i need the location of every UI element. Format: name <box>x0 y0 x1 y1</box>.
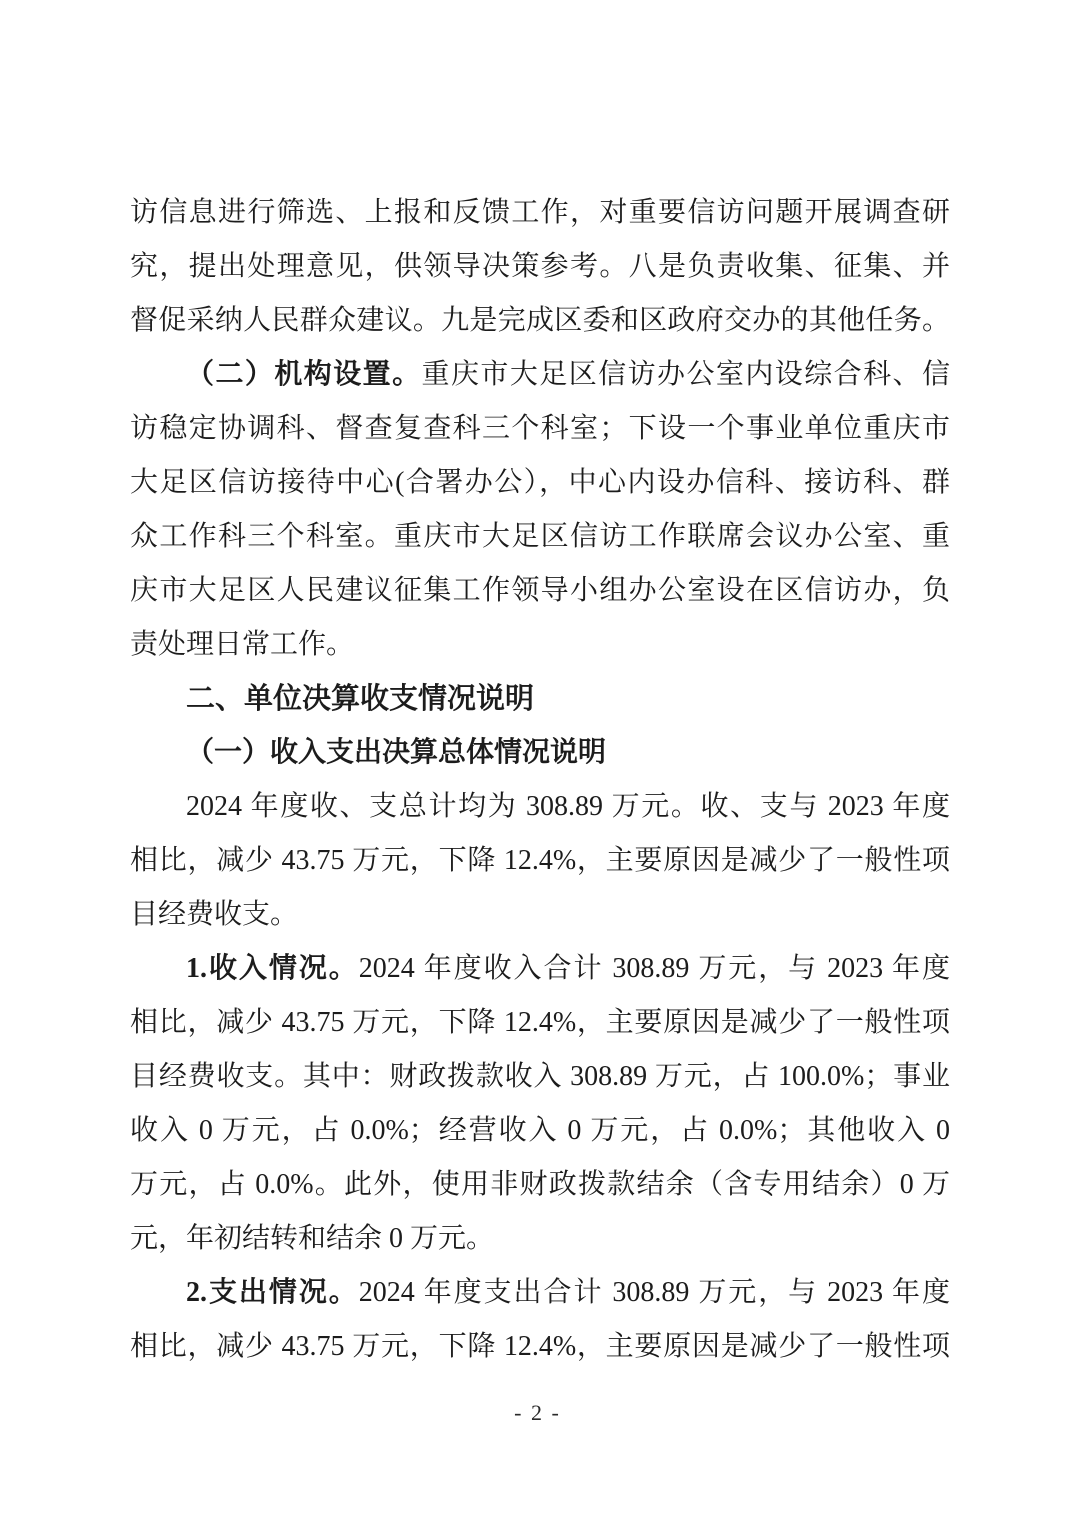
text-line <box>130 942 950 996</box>
text-line: 访信息进行筛选、上报和反馈工作，对重要信访问题开展调查研 <box>130 197 950 228</box>
text-line: 大足区信访接待中心(合署办公），中心内设办信科、接访科、群 <box>130 467 950 498</box>
section-heading: 二、单位决算收支情况说明 <box>186 683 535 715</box>
text-line: 万元，占 0.0%。此外，使用非财政拨款结余（含专用结余）0 万 <box>130 1169 950 1200</box>
page-number: - 2 - <box>514 1400 561 1425</box>
text-line <box>130 1266 950 1320</box>
text-line: 究，提出处理意见，供领导决策参考。八是负责收集、征集、并 <box>130 251 950 282</box>
text-line: 收入 0 万元，占 0.0%；经营收入 0 万元，占 0.0%；其他收入 0 <box>130 1115 950 1146</box>
text-line <box>130 348 950 402</box>
text-run: 重庆市大足区信访办公室内设综合科、信 <box>421 359 950 390</box>
text-line: 相比，减少 43.75 万元，下降 12.4%，主要原因是减少了一般性项 <box>130 1007 950 1038</box>
text-line: 目经费收支。其中：财政拨款收入 308.89 万元，占 100.0%；事业 <box>130 1061 950 1092</box>
text-line: 2024 年度收、支总计均为 308.89 万元。收、支与 2023 年度 <box>186 791 950 822</box>
bold-lead: （二）机构设置。 <box>186 359 422 390</box>
text-line: 督促采纳人民群众建议。九是完成区委和区政府交办的其他任务。 <box>130 305 950 336</box>
text-line: 相比，减少 43.75 万元，下降 12.4%，主要原因是减少了一般性项 <box>130 845 950 876</box>
text-line: 相比，减少 43.75 万元，下降 12.4%，主要原因是减少了一般性项 <box>130 1331 950 1362</box>
text-line: 责处理日常工作。 <box>130 629 355 660</box>
text-line: 众工作科三个科室。重庆市大足区信访工作联席会议办公室、重 <box>130 521 950 552</box>
bold-lead: 1.收入情况。 <box>186 953 359 984</box>
text-run: 2024 年度收入合计 308.89 万元，与 2023 年度 <box>358 953 950 984</box>
text-line: 庆市大足区人民建议征集工作领导小组办公室设在区信访办，负 <box>130 575 950 606</box>
text-line: 访稳定协调科、督查复查科三个科室；下设一个事业单位重庆市 <box>130 413 950 444</box>
document-body <box>130 186 950 1374</box>
text-line: 目经费收支。 <box>130 899 299 930</box>
text-line: 元，年初结转和结余 0 万元。 <box>130 1223 495 1254</box>
subsection-heading: （一）收入支出决算总体情况说明 <box>186 737 607 768</box>
text-run: 2024 年度支出合计 308.89 万元，与 2023 年度 <box>358 1277 950 1308</box>
bold-lead: 2.支出情况。 <box>186 1277 359 1308</box>
